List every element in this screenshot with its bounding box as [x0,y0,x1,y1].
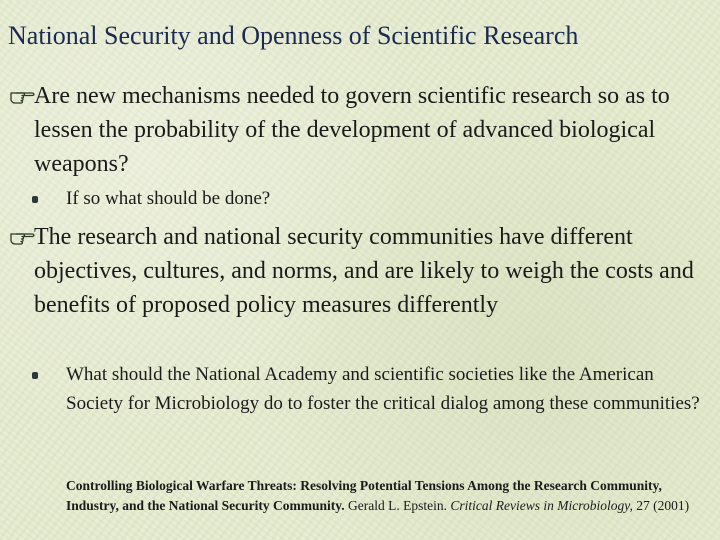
sub-bullet-2 [32,360,712,418]
citation [66,476,716,516]
pointing-hand-icon [10,84,36,108]
sub-bullet-1 [32,184,712,213]
bullet-1-text: Are new mechanisms needed to govern scientific research so as to lessen the probability of the development of advanced biological weapons? [34,83,670,177]
sub-bullet-1-text: If so what should be done? [66,188,271,209]
sub-bullet-2-text: What should the National Academy and scientific societies like the American Society for Microbiology do to foster the critical dialog among these communities? [66,364,700,414]
citation-journal: Critical Reviews in Microbiology, [450,498,633,513]
citation-author: Gerald L. Epstein. [344,498,451,513]
square-dot-icon [32,196,38,203]
citation-title: Controlling Biological Warfare Threats: Resolving Potential Tensions Among the Research Community, Industry, and the National Security Community. [66,478,662,513]
bullet-1 [10,79,700,181]
bullet-2 [10,220,700,322]
pointing-hand-icon [10,225,36,249]
citation-details: 27 (2001) [632,498,690,513]
square-dot-icon [32,372,38,379]
slide-title: National Security and Openness of Scientific Research [8,21,579,50]
bullet-2-text: The research and national security communities have different objectives, cultures, and norms, and are likely to weigh the costs and benefits of proposed policy measures differently [34,224,694,318]
